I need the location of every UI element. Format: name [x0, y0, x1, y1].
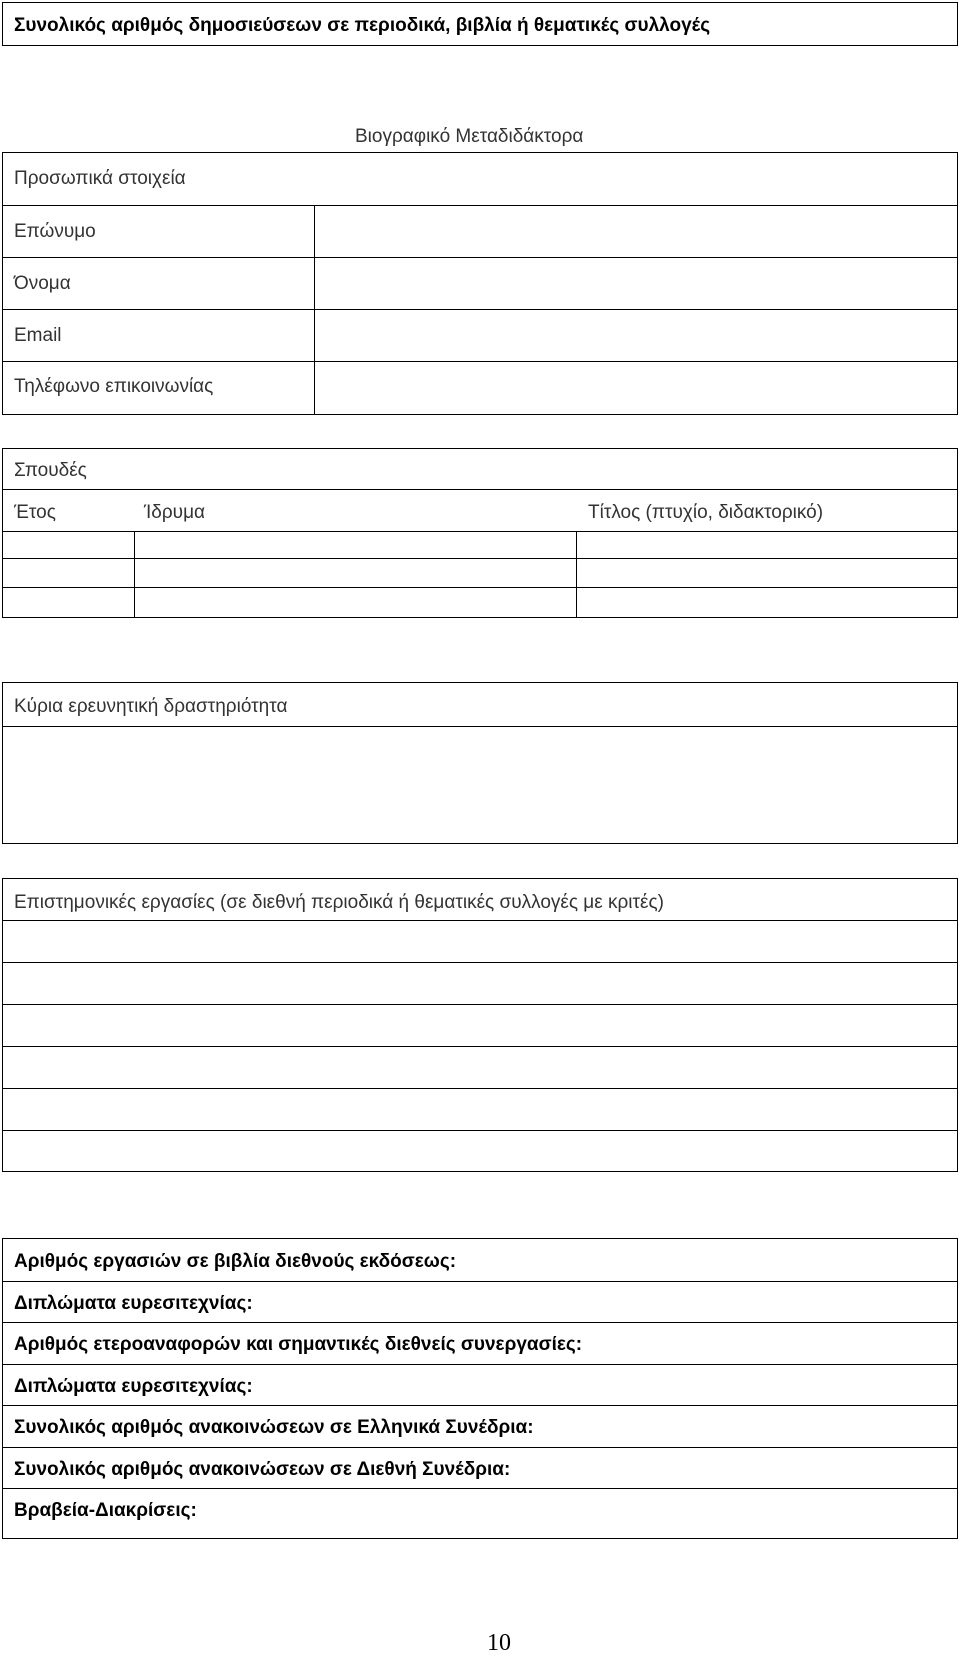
papers-heading: Επιστημονικές εργασίες (σε διεθνή περιοδικά ή θεματικές συλλογές με κριτές)	[14, 892, 664, 913]
papers-table	[2, 878, 958, 1172]
studies-heading: Σπουδές	[14, 460, 87, 481]
name-label: Όνομα	[14, 273, 71, 294]
email-label: Email	[14, 325, 62, 346]
email-field[interactable]	[316, 311, 956, 360]
research-activity-field[interactable]	[4, 728, 956, 842]
phone-label: Τηλέφωνο επικοινωνίας	[14, 376, 214, 397]
summary-intl-conferences-label: Συνολικός αριθμός ανακοινώσεων σε Διεθνή Συνέδρια:	[14, 1459, 511, 1480]
summary-books-label: Αριθμός εργασιών σε βιβλία διεθνούς εκδόσεως:	[14, 1251, 457, 1272]
top-publications-label: Συνολικός αριθμός δημοσιεύσεων σε περιοδικά, βιβλία ή θεματικές συλλογές	[14, 15, 711, 36]
personal-info-heading: Προσωπικά στοιχεία	[14, 168, 186, 189]
cv-title: Βιογραφικό Μεταδιδάκτορα	[355, 126, 584, 147]
studies-col-year: Έτος	[14, 502, 56, 523]
studies-table	[2, 448, 958, 618]
surname-label: Επώνυμο	[14, 221, 96, 242]
page-number: 10	[487, 1630, 511, 1656]
phone-field[interactable]	[316, 363, 956, 414]
summary-patents-label: Διπλώματα ευρεσιτεχνίας:	[14, 1293, 253, 1314]
surname-field[interactable]	[316, 207, 956, 256]
summary-awards-label: Βραβεία-Διακρίσεις:	[14, 1500, 197, 1521]
studies-col-institution: Ίδρυμα	[144, 502, 205, 523]
summary-greek-conferences-label: Συνολικός αριθμός ανακοινώσεων σε Ελληνικά Συνέδρια:	[14, 1417, 534, 1438]
research-activity-heading: Κύρια ερευνητική δραστηριότητα	[14, 696, 288, 717]
name-field[interactable]	[316, 259, 956, 308]
summary-patents-label-2: Διπλώματα ευρεσιτεχνίας:	[14, 1376, 253, 1397]
studies-col-title: Τίτλος (πτυχίο, διδακτορικό)	[588, 502, 824, 523]
summary-citations-label: Αριθμός ετεροαναφορών και σημαντικές διεθνείς συνεργασίες:	[14, 1334, 583, 1355]
